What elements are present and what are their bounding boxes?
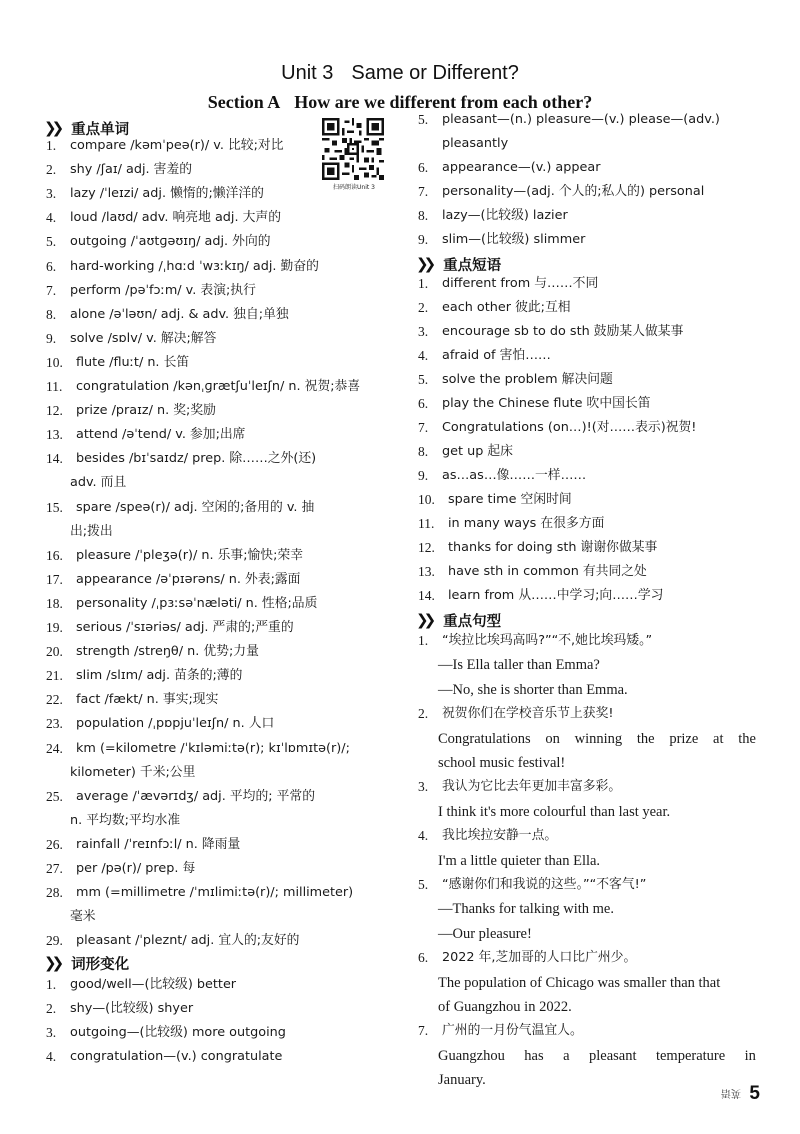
list-item: [418, 440, 513, 464]
item-text: slim—(比较级) slimmer: [442, 232, 586, 247]
word: Guangzhou: [438, 1047, 505, 1064]
item-number: 6.: [46, 258, 57, 274]
list-item: [46, 881, 353, 905]
item-number: 4.: [46, 1048, 57, 1064]
list-item: [418, 464, 586, 488]
item-text: thanks for doing sth 谢谢你做某事: [448, 540, 658, 555]
item-number: 22.: [46, 692, 63, 708]
list-item: [46, 351, 189, 375]
item-text: outgoing /ˈaʊtɡəʊɪŋ/ adj. 外向的: [70, 234, 271, 250]
list-item: [418, 108, 720, 132]
item-number: 2.: [418, 300, 429, 315]
item-text: km (=kilometre /ˈkɪləmiːtə(r); kɪˈlɒmɪtə(r)/;: [76, 740, 350, 756]
list-item: [418, 344, 551, 368]
list-item: [418, 272, 598, 296]
item-text: besides /bɪˈsaɪdz/ prep. 除……之外(还): [76, 451, 317, 467]
item-text: shy—(比较级) shyer: [70, 1001, 194, 1017]
sentence-english: —No, she is shorter than Emma.: [438, 681, 628, 698]
item-number: 3.: [46, 186, 57, 202]
item-number: 8.: [418, 208, 429, 223]
page-footer: [721, 1083, 760, 1105]
word: pleasant: [588, 1047, 637, 1064]
item-number: 10.: [418, 492, 435, 507]
double-chevron-icon: ❯❯: [416, 255, 432, 273]
item-number: 16.: [46, 547, 63, 563]
list-item: [46, 1021, 286, 1045]
section-label: Section A: [207, 92, 281, 112]
item-text: learn from 从……中学习;向……学习: [448, 588, 664, 603]
item-text: slim /slɪm/ adj. 苗条的;薄的: [76, 668, 243, 684]
list-item: [46, 592, 317, 616]
item-number: 5.: [46, 234, 57, 250]
item-text: pleasure /ˈpleʒə(r)/ n. 乐事;愉快;荣幸: [76, 547, 304, 563]
list-item: [418, 320, 683, 344]
double-chevron-icon: ❯❯: [416, 611, 432, 629]
qr-caption: 扫码朗读Unit 3: [333, 184, 375, 191]
item-text: have sth in common 有共同之处: [448, 564, 647, 579]
item-number: 13.: [46, 427, 63, 443]
item-text: prize /praɪz/ n. 奖;奖励: [76, 403, 216, 419]
item-number: 1.: [46, 138, 57, 153]
item-text: appearance /əˈpɪərəns/ n. 外表;露面: [76, 571, 301, 587]
item-number: 7.: [418, 1023, 429, 1039]
sentence-item: [418, 946, 636, 970]
list-item: [46, 279, 256, 303]
list-item: [46, 973, 236, 997]
word: has: [524, 1047, 544, 1064]
item-text: congratulation—(v.) congratulate: [70, 1048, 283, 1064]
list-item: [46, 857, 195, 881]
list-item: [418, 416, 696, 440]
list-item: [46, 785, 315, 809]
item-number: 23.: [46, 716, 63, 732]
list-item: [46, 447, 316, 471]
item-text: flute /fluːt/ n. 长笛: [76, 354, 190, 370]
item-number: 21.: [46, 668, 63, 684]
item-number: 13.: [418, 564, 435, 579]
item-number: 12.: [418, 540, 435, 555]
item-text: lazy /ˈleɪzi/ adj. 懒惰的;懒洋洋的: [70, 186, 264, 202]
item-text: hard-working /ˌhɑːd ˈwɜːkɪŋ/ adj. 勤奋的: [70, 258, 319, 274]
word: Congratulations: [438, 730, 531, 747]
list-item: [418, 512, 604, 536]
list-item: [46, 616, 294, 640]
item-text-continued: pleasantly: [442, 136, 509, 151]
item-text: solve /sɒlv/ v. 解决;解答: [70, 330, 217, 346]
word: at: [713, 730, 724, 747]
item-number: 9.: [46, 330, 57, 346]
sentence-english: —Thanks for talking with me.: [438, 901, 614, 918]
section-name: How are we different from each other?: [294, 92, 593, 112]
item-text-continued: adv. 而且: [70, 475, 127, 491]
item-number: 7.: [46, 282, 57, 298]
item-text-continued: 毫米: [70, 909, 96, 925]
item-text: personality /ˌpɜːsəˈnæləti/ n. 性格;品质: [76, 595, 318, 611]
item-number: 5.: [418, 877, 429, 892]
item-number: 11.: [46, 379, 63, 394]
sentence-english: of Guangzhou in 2022.: [438, 999, 572, 1015]
item-number: 5.: [418, 372, 429, 387]
word: on: [545, 730, 560, 747]
item-text: spare /speə(r)/ adj. 空闲的;备用的 v. 抽: [76, 499, 315, 515]
item-number: 24.: [46, 740, 63, 756]
item-number: 6.: [418, 160, 429, 175]
sentence-item: [418, 1019, 583, 1043]
item-number: 7.: [418, 420, 429, 435]
item-number: 11.: [418, 516, 435, 531]
item-text: encourage sb to do sth 鼓励某人做某事: [442, 324, 684, 339]
list-item: [46, 496, 314, 520]
list-item: [46, 833, 240, 857]
unit-name: Same or Different?: [351, 62, 519, 84]
item-text: fact /fækt/ n. 事实;现实: [76, 692, 219, 708]
page-number: 5: [749, 1083, 760, 1104]
sentence-chinese: 广州的一月份气温宜人。: [442, 1023, 583, 1039]
item-text: lazy—(比较级) lazier: [442, 208, 568, 223]
item-text: congratulation /kənˌɡrætʃuˈleɪʃn/ n. 祝贺;恭喜: [76, 379, 361, 394]
item-text: spare time 空闲时间: [448, 492, 572, 507]
list-item: [46, 997, 193, 1021]
list-item: [418, 180, 704, 204]
item-text-continued: n. 平均数;平均水准: [70, 812, 181, 828]
list-item: [46, 134, 284, 158]
item-number: 6.: [418, 950, 429, 966]
item-text: outgoing—(比较级) more outgoing: [70, 1025, 286, 1040]
item-number: 26.: [46, 836, 63, 852]
sentence-chinese: “感谢你们和我说的这些。”“不客气!”: [442, 877, 647, 892]
item-number: 8.: [418, 444, 429, 459]
sentence-english: I'm a little quieter than Ella.: [438, 852, 601, 869]
item-text: compare /kəmˈpeə(r)/ v. 比较;对比: [70, 138, 284, 153]
item-text: different from 与……不同: [442, 276, 599, 291]
item-number: 18.: [46, 595, 63, 611]
item-number: 4.: [46, 210, 57, 226]
unit-label: Unit 3: [281, 62, 334, 84]
word: a: [563, 1047, 570, 1064]
item-number: 3.: [46, 1025, 57, 1040]
list-item: [46, 929, 299, 953]
sentence-item: [418, 629, 652, 653]
item-number: 3.: [418, 324, 429, 339]
sentence-english: [438, 727, 756, 751]
list-item: [46, 688, 218, 712]
list-item: [418, 488, 572, 512]
item-text: alone /əˈləʊn/ adj. & adv. 独自;单独: [70, 306, 289, 322]
item-text: solve the problem 解决问题: [442, 372, 613, 387]
subject-mark: 英语: [721, 1086, 742, 1098]
list-item: [46, 158, 192, 182]
item-text-continued: 出;拨出: [70, 523, 113, 539]
item-text: shy /ʃaɪ/ adj. 害羞的: [70, 162, 193, 178]
sentence-english: The population of Chicago was smaller than that: [438, 974, 721, 991]
list-item: [46, 1045, 282, 1069]
sentence-chinese: 祝贺你们在学校音乐节上获奖!: [442, 706, 614, 722]
list-item: [46, 544, 303, 568]
item-text: attend /əˈtend/ v. 参加;出席: [76, 427, 246, 443]
sentence-chinese: “埃拉比埃玛高吗?”“不,她比埃玛矮。”: [442, 633, 653, 648]
item-number: 2.: [46, 162, 57, 178]
sentence-english: school music festival!: [438, 755, 566, 771]
phrases-heading: ❯❯ 重点短语: [416, 255, 502, 274]
item-number: 17.: [46, 571, 63, 587]
word: the: [636, 730, 655, 747]
item-text: rainfall /ˈreɪnfɔːl/ n. 降雨量: [76, 836, 241, 852]
item-text: mm (=millimetre /ˈmɪlimiːtə(r)/; millimeter): [76, 885, 354, 901]
item-text: good/well—(比较级) better: [70, 977, 237, 993]
list-item: [418, 156, 601, 180]
item-text-continued: kilometer) 千米;公里: [70, 764, 196, 780]
item-text: perform /pəˈfɔːm/ v. 表演;执行: [70, 282, 256, 298]
list-item: [46, 327, 216, 351]
item-number: 14.: [418, 588, 435, 603]
item-text: play the Chinese flute 吹中国长笛: [442, 396, 651, 411]
item-text: pleasant—(n.) pleasure—(v.) please—(adv.): [442, 112, 720, 127]
item-text: in many ways 在很多方面: [448, 516, 605, 531]
item-text: afraid of 害怕……: [442, 348, 551, 363]
word: prize: [669, 730, 699, 747]
item-text: population /ˌpɒpjuˈleɪʃn/ n. 人口: [76, 716, 275, 732]
item-number: 3.: [418, 779, 429, 795]
list-item: [418, 228, 585, 252]
item-number: 6.: [418, 396, 429, 411]
sentence-english: [438, 1044, 756, 1068]
list-item: [46, 303, 289, 327]
item-text: strength /streŋθ/ n. 优势;力量: [76, 644, 259, 660]
item-text: pleasant /ˈpleznt/ adj. 宜人的;友好的: [76, 933, 300, 949]
list-item: [418, 392, 651, 416]
item-number: 4.: [418, 828, 429, 844]
item-number: 5.: [418, 112, 429, 127]
word: winning: [574, 730, 623, 747]
item-text: personality—(adj. 个人的;私人的) personal: [442, 184, 705, 199]
item-number: 9.: [418, 468, 429, 483]
sentence-item: [418, 702, 614, 726]
list-item: [46, 255, 319, 279]
list-item: [418, 560, 647, 584]
list-item: [418, 296, 571, 320]
list-item: [46, 640, 259, 664]
list-item: [46, 737, 350, 761]
double-chevron-icon: ❯❯: [44, 954, 60, 973]
vocab-heading: ❯❯ 重点单词: [44, 119, 130, 138]
sentence-item: [418, 824, 557, 848]
item-number: 2.: [418, 706, 429, 722]
list-item: [418, 536, 657, 560]
item-text: Congratulations (on…)!(对……表示)祝贺!: [442, 420, 697, 435]
item-number: 9.: [418, 232, 429, 247]
item-number: 1.: [418, 276, 429, 291]
item-number: 15.: [46, 499, 63, 515]
list-item: [46, 568, 300, 592]
sentence-english: —Is Ella taller than Emma?: [438, 657, 600, 674]
item-number: 25.: [46, 788, 63, 804]
item-text: average /ˈævərɪdʒ/ adj. 平均的; 平常的: [76, 788, 316, 804]
word: the: [738, 730, 756, 747]
item-text: appearance—(v.) appear: [442, 160, 601, 175]
item-number: 27.: [46, 861, 63, 876]
sentence-item: [418, 775, 621, 799]
sentence-english: January.: [438, 1072, 486, 1089]
item-text: serious /ˈsɪəriəs/ adj. 严肃的;严重的: [76, 620, 294, 635]
item-number: 20.: [46, 644, 63, 660]
list-item: [46, 206, 281, 230]
item-number: 28.: [46, 885, 63, 901]
item-text: loud /laʊd/ adv. 响亮地 adj. 大声的: [70, 210, 281, 226]
list-item: [46, 712, 274, 736]
list-item: [46, 375, 360, 399]
unit-title: [0, 62, 800, 85]
item-number: 19.: [46, 620, 63, 635]
item-number: 1.: [46, 977, 57, 993]
list-item: [46, 399, 216, 423]
item-number: 12.: [46, 403, 63, 419]
item-number: 29.: [46, 933, 63, 949]
sentences-heading: ❯❯ 重点句型: [416, 611, 502, 630]
sentence-item: [418, 873, 646, 897]
word: temperature: [655, 1047, 726, 1064]
item-number: 10.: [46, 354, 63, 370]
sentence-chinese: 我比埃拉安静一点。: [442, 828, 558, 844]
sentence-chinese: 我认为它比去年更加丰富多彩。: [442, 779, 622, 795]
list-item: [46, 423, 245, 447]
item-number: 2.: [46, 1001, 57, 1017]
qr-code[interactable]: [322, 118, 384, 180]
double-chevron-icon: ❯❯: [44, 119, 60, 137]
list-item: [46, 664, 242, 688]
item-text: get up 起床: [442, 444, 513, 459]
sentence-chinese: 2022 年,芝加哥的人口比广州少。: [442, 950, 637, 966]
item-number: 4.: [418, 348, 429, 363]
item-text: each other 彼此;互相: [442, 300, 571, 315]
item-number: 1.: [418, 633, 429, 648]
item-number: 14.: [46, 451, 63, 467]
list-item: [418, 584, 663, 608]
list-item: [418, 368, 613, 392]
word: in: [744, 1047, 756, 1064]
forms-heading: ❯❯ 词形变化: [44, 954, 130, 973]
sentence-english: —Our pleasure!: [438, 925, 532, 942]
list-item: [46, 230, 271, 254]
item-number: 7.: [418, 184, 429, 199]
list-item: [46, 182, 264, 206]
item-number: 8.: [46, 306, 57, 322]
list-item: [418, 204, 568, 228]
item-text: per /pə(r)/ prep. 每: [76, 861, 196, 876]
sentence-english: I think it's more colourful than last year.: [438, 803, 671, 820]
item-text: as…as…像……一样……: [442, 468, 587, 483]
